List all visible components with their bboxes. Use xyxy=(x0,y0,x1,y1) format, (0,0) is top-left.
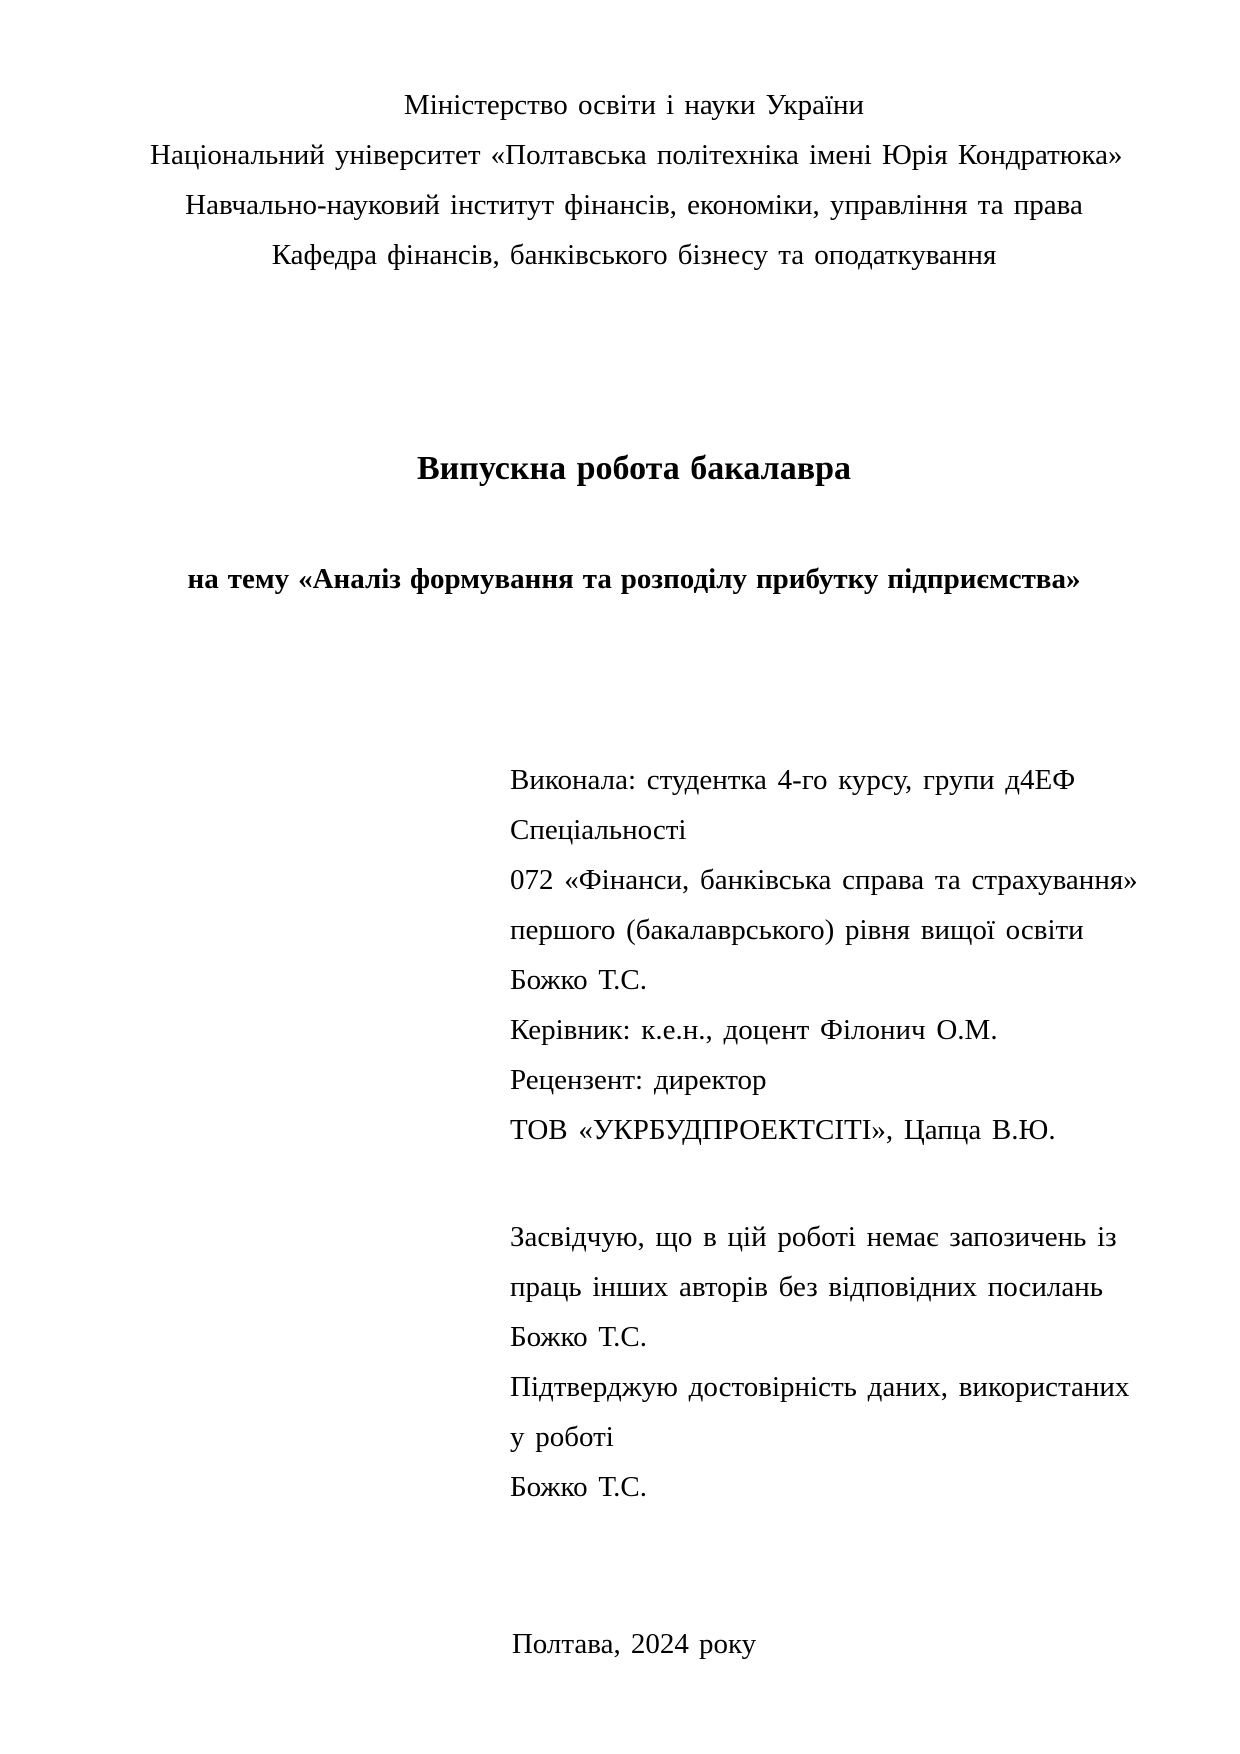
declaration-signature-2: Божко Т.С. xyxy=(510,1471,647,1503)
blank-spacer xyxy=(510,1155,1118,1212)
thesis-title: Випускна робота бакалавра xyxy=(416,450,851,487)
university-header xyxy=(150,0,1123,280)
attribution-block xyxy=(510,755,1138,1512)
page-content xyxy=(150,0,1138,1669)
department-line: Кафедра фінансів, банківського бізнесу та оподаткування xyxy=(271,239,997,271)
reviewer-company-line: ТОВ «УКРБУДПРОЕКТСІТІ», Цапца В.Ю. xyxy=(510,1114,1056,1146)
no-plagiarism-line-1: Засвідчую, що в цій роботі немає запозичень із xyxy=(510,1221,1117,1253)
no-plagiarism-line-2: праць інших авторів без відповідних посилань xyxy=(510,1271,1103,1303)
data-accuracy-line-1: Підтверджую достовірність даних, використаних xyxy=(510,1371,1130,1403)
university-line: Національний університет «Полтавська політехніка імені Юрія Кондратюка» xyxy=(150,139,1123,171)
supervisor-line: Керівник: к.е.н., доцент Філонич О.М. xyxy=(510,1014,998,1046)
degree-level-line: першого (бакалаврського) рівня вищої освіти xyxy=(510,914,1084,946)
speciality-label-line: Спеціальності xyxy=(510,814,687,846)
reviewer-line: Рецензент: директор xyxy=(510,1064,767,1096)
data-accuracy-line-2: у роботі xyxy=(510,1421,614,1453)
student-name-line: Божко Т.С. xyxy=(510,964,647,996)
performed-by-line: Виконала: студентка 4-го курсу, групи д4ЕФ xyxy=(510,764,1076,796)
speciality-code-line: 072 «Фінанси, банківська справа та страхування» xyxy=(510,864,1138,896)
institute-line: Навчально-науковий інститут фінансів, економіки, управління та права xyxy=(185,189,1083,221)
ministry-line: Міністерство освіти і науки України xyxy=(403,89,865,121)
declaration-signature-1: Божко Т.С. xyxy=(510,1321,647,1353)
thesis-topic: на тему «Аналіз формування та розподілу прибутку підприємства» xyxy=(187,563,1081,595)
footer-city-year: Полтава, 2024 року xyxy=(511,1628,757,1660)
